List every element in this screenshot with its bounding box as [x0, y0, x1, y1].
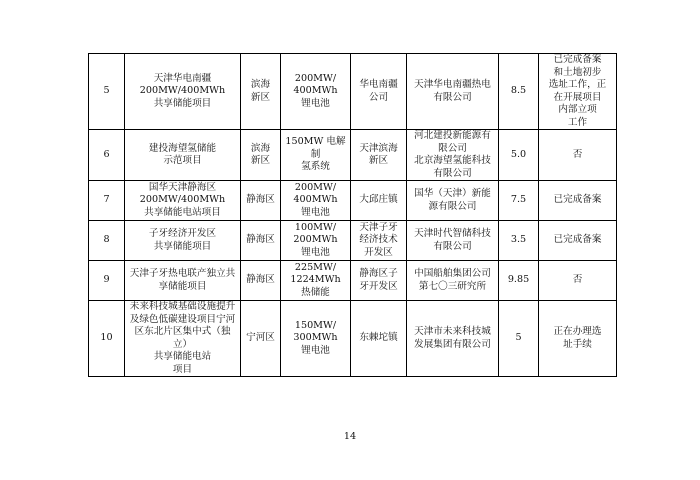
table-row [89, 54, 617, 130]
cell-project-name: 国华天津静海区 200MW/400MWh 共享储能电站项目 [125, 181, 241, 221]
cell-owner: 天津市未来科技城 发展集团有限公司 [407, 301, 499, 377]
cell-status: 否 [539, 130, 617, 181]
cell-owner: 天津时代智储科技 有限公司 [407, 221, 499, 261]
table-row [89, 301, 617, 377]
cell-status: 已完成备案 [539, 221, 617, 261]
cell-site: 大邱庄镇 [351, 181, 407, 221]
cell-scale: 200MW/ 400MWh 锂电池 [281, 54, 351, 130]
cell-status: 已完成备案 和土地初步 选址工作，正 在开展项目 内部立项 工作 [539, 54, 617, 130]
table-row [89, 261, 617, 301]
cell-project-name: 未来科技城基础设施提升 及绿色低碳建设项目宁河 区东北片区集中式（独立） 共享储能电站 项目 [125, 301, 241, 377]
cell-site: 华电南疆 公司 [351, 54, 407, 130]
cell-no: 5 [89, 54, 125, 130]
cell-investment: 5.0 [499, 130, 539, 181]
cell-no: 8 [89, 221, 125, 261]
cell-owner: 中国船舶集团公司 第七〇三研究所 [407, 261, 499, 301]
cell-site: 天津滨海 新区 [351, 130, 407, 181]
cell-district: 静海区 [241, 261, 281, 301]
cell-no: 10 [89, 301, 125, 377]
cell-scale: 200MW/ 400MWh 锂电池 [281, 181, 351, 221]
cell-investment: 8.5 [499, 54, 539, 130]
page-number: 14 [343, 431, 357, 442]
table-row [89, 181, 617, 221]
table-body [89, 54, 617, 377]
cell-site: 静海区子 牙开发区 [351, 261, 407, 301]
cell-status: 否 [539, 261, 617, 301]
cell-no: 9 [89, 261, 125, 301]
cell-scale: 225MW/ 1224MWh 热储能 [281, 261, 351, 301]
cell-district: 静海区 [241, 221, 281, 261]
cell-no: 7 [89, 181, 125, 221]
cell-district: 滨海 新区 [241, 130, 281, 181]
cell-investment: 3.5 [499, 221, 539, 261]
cell-no: 6 [89, 130, 125, 181]
table-row [89, 130, 617, 181]
cell-scale: 150MW/ 300MWh 锂电池 [281, 301, 351, 377]
cell-site: 天津子牙 经济技术 开发区 [351, 221, 407, 261]
cell-district: 静海区 [241, 181, 281, 221]
cell-owner: 河北建投新能源有 限公司 北京海望氢能科技 有限公司 [407, 130, 499, 181]
cell-district: 滨海 新区 [241, 54, 281, 130]
cell-status: 已完成备案 [539, 181, 617, 221]
cell-status: 正在办理选 址手续 [539, 301, 617, 377]
cell-project-name: 天津华电南疆 200MW/400MWh 共享储能项目 [125, 54, 241, 130]
cell-scale: 150MW 电解制 氢系统 [281, 130, 351, 181]
cell-investment: 5 [499, 301, 539, 377]
cell-project-name: 天津子牙热电联产独立共 享储能项目 [125, 261, 241, 301]
cell-owner: 天津华电南疆热电 有限公司 [407, 54, 499, 130]
cell-owner: 国华（天津）新能 源有限公司 [407, 181, 499, 221]
cell-project-name: 建投海望氢储能 示范项目 [125, 130, 241, 181]
cell-district: 宁河区 [241, 301, 281, 377]
cell-scale: 100MW/ 200MWh 锂电池 [281, 221, 351, 261]
cell-investment: 9.85 [499, 261, 539, 301]
cell-investment: 7.5 [499, 181, 539, 221]
table-row [89, 221, 617, 261]
cell-project-name: 子牙经济开发区 共享储能项目 [125, 221, 241, 261]
energy-storage-project-table [88, 53, 617, 377]
cell-site: 东棘坨镇 [351, 301, 407, 377]
